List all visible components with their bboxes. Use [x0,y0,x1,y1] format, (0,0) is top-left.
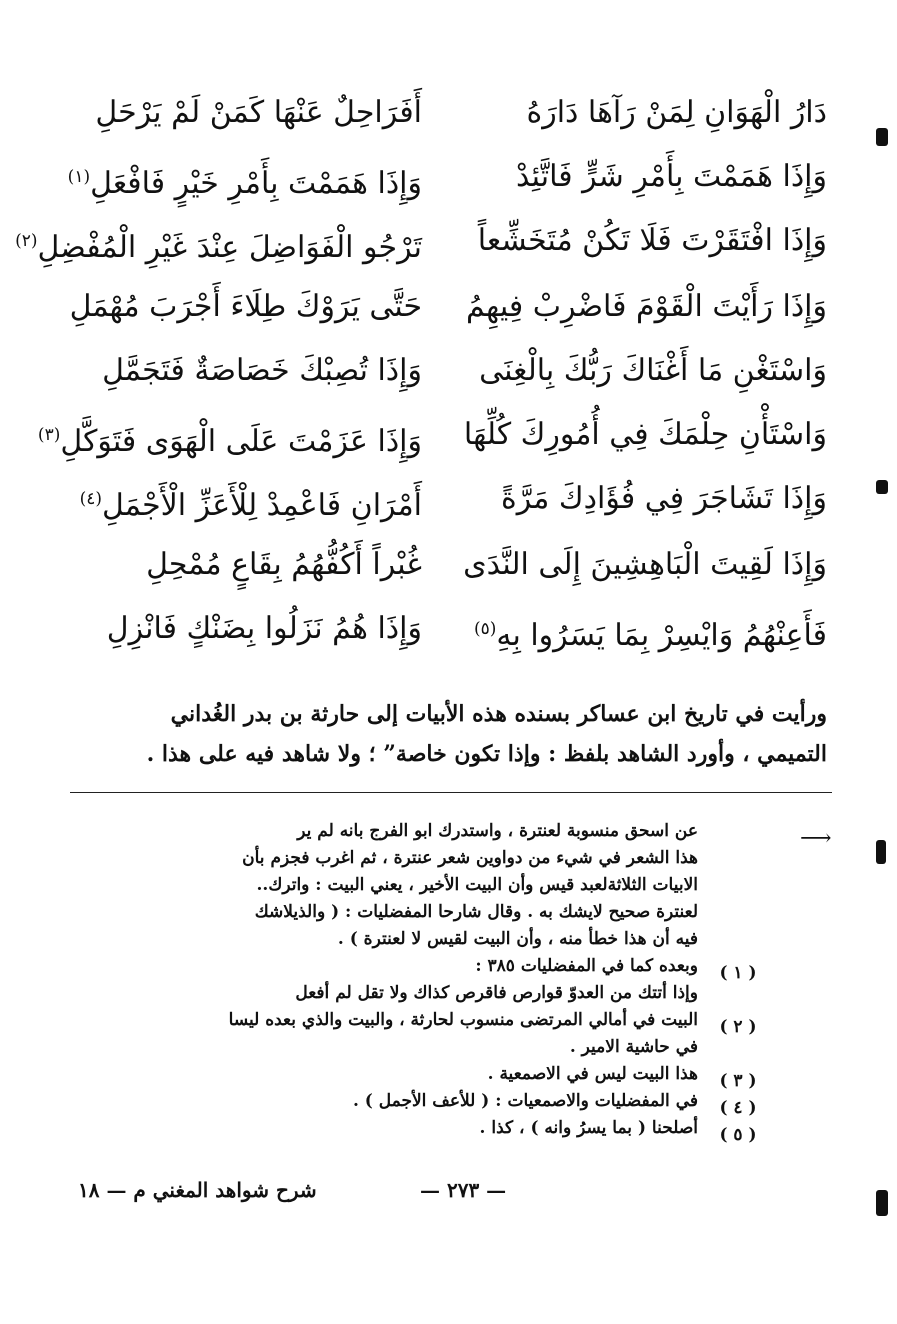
footnote-line: وبعده كما في المفضليات ٣٨٥ : [475,956,698,976]
book-title-footer: شرح شواهد المغني م — ١٨ [78,1178,317,1202]
page-number: — ٢٧٣ — [420,1178,507,1202]
verse-second-hemistich: وَإِذَا تُصِبْكَ خَصَاصَةٌ فَتَجَمَّلِ [102,353,422,388]
footnote-number: ( ١ ) [719,963,757,983]
margin-mark [876,128,888,146]
footnote-line: في المفضليات والاصمعيات : ( للأعف الأجمل ) . [352,1091,698,1111]
footnote-separator [70,792,832,793]
verse-first-hemistich: وَاسْتَأْنِ حِلْمَكَ فِي أُمُورِكَ كُلِّهَا [463,417,827,452]
footnote-number: ( ٢ ) [719,1017,757,1037]
verse-4 [69,282,827,342]
verse-second-hemistich: وَإِذَا هَمَمْتَ بِأَمْرِ خَيْرٍ فَافْعَلِ$^{(١)}$ [67,166,422,201]
footnotes [78,818,698,1142]
verse-second-hemistich: حَتَّى يَرَوْكَ طِلَاءَ أَجْرَبَ مُهْمَلِ [69,289,422,324]
footnote-marker: (٣) [37,425,61,445]
verse-9 [87,604,827,664]
footnote-number: ( ٥ ) [719,1125,757,1145]
margin-mark [876,1190,888,1216]
verse-7 [79,474,827,534]
footnote-line: البيت في أمالي المرتضى منسوب لحارثة ، والبيت والذي بعده ليسا [228,1010,698,1030]
verse-first-hemistich: وَإِذَا لَقِيتَ الْبَاهِشِينَ إِلَى النَّدَى [463,547,827,582]
footnote-line: هذا الشعر في شيء من دواوين شعر عنترة ، ثم اغرب فجزم بأن [242,848,698,868]
verse-6 [37,410,827,470]
footnote-number: ( ٤ ) [719,1098,757,1118]
footnote-line: أصلحنا ( بما يسرُ وانه ) ، كذا . [479,1118,698,1138]
verse-1 [87,88,827,148]
continuation-arrow-icon: ⟶ [800,826,832,851]
verse-5 [87,346,827,406]
footnote-line: هذا البيت ليس في الاصمعية . [487,1064,698,1084]
margin-mark [876,840,886,864]
verse-first-hemistich: فَأَعِنْهُمُ وَايْسِرْ بِمَا يَسَرُوا بِهِ$^{(٥)}$ [473,618,827,653]
verse-second-hemistich: وَإِذَا هُمُ نَزَلُوا بِضَنْكٍ فَانْزِلِ [106,611,422,646]
verse-second-hemistich: وَإِذَا عَزَمْتَ عَلَى الْهَوَى فَتَوَكَّلِ$^{(٣)}$ [37,424,422,459]
footnote-marker: (٥) [473,619,497,639]
footnote-marker: (٢) [15,231,38,251]
verse-first-hemistich: وَإِذَا هَمَمْتَ بِأَمْرِ شَرٍّ فَاتَّئِدْ [515,159,827,194]
verse-second-hemistich: غُبْراً أَكُفُّهُمُ بِقَاعٍ مُمْحِلِ [146,547,422,582]
footnote-line: عن اسحق منسوبة لعنترة ، واستدرك ابو الفرج بانه لم ير [297,821,698,841]
prose-paragraph [82,694,827,774]
prose-line: ورأيت في تاريخ ابن عساكر بسنده هذه الأبيات إلى حارثة بن بدر الغُداني [170,701,827,727]
prose-line: التميمي ، وأورد الشاهد بلفظ : وإذا تكون خاصة” ؛ ولا شاهد فيه على هذا . [146,741,827,767]
verse-second-hemistich: أَمْرَانِ فَاعْمِدْ لِلْأَعَزِّ الْأَجْمَلِ$^{(٤)}$ [79,488,422,523]
footnote-line: فيه أن هذا خطأ منه ، وأن البيت لقيس لا لعنترة ) . [337,929,698,949]
verse-first-hemistich: وَإِذَا افْتَقَرْتَ فَلَا تَكُنْ مُتَخَشِّعاً [477,223,827,258]
footnote-line: لعنترة صحيح لايشك به . وقال شارحا المفضليات : ( والذيلاشك [254,902,698,922]
verse-first-hemistich: وَإِذَا تَشَاجَرَ فِي فُؤَادِكَ مَرَّةً [501,481,827,516]
footnote-number: ( ٣ ) [719,1071,757,1091]
verse-first-hemistich: وَاسْتَغْنِ مَا أَغْنَاكَ رَبُّكَ بِالْغِنَى [479,353,827,388]
footnote-line: الابيات الثلاثةلعبد قيس وأن البيت الأخير ، يعني البيت : واترك.. [256,875,698,895]
verse-2 [67,152,827,212]
verse-first-hemistich: دَارُ الْهَوَانِ لِمَنْ رَآهَا دَارَهُ [526,95,827,130]
verse-first-hemistich: وَإِذَا رَأَيْتَ الْقَوْمَ فَاضْرِبْ فِيهِمُ [466,289,827,324]
verse-second-hemistich: تَرْجُو الْفَوَاضِلَ عِنْدَ غَيْرِ الْمُفْضِلِ$^{(٢)}$ [15,230,422,265]
footnote-marker: (١) [67,167,91,187]
verse-8 [87,540,827,600]
margin-mark [876,480,888,494]
verse-second-hemistich: أَفَرَاحِلٌ عَنْهَا كَمَنْ لَمْ يَرْحَلِ [95,95,422,130]
footnote-line: في حاشية الامير . [569,1037,698,1057]
footnote-marker: (٤) [79,489,103,509]
footnote-line: وإذا أتتك من العدوّ قوارص فاقرص كذاك ولا تقل لم أفعل [295,983,698,1003]
verse-3 [15,216,827,276]
